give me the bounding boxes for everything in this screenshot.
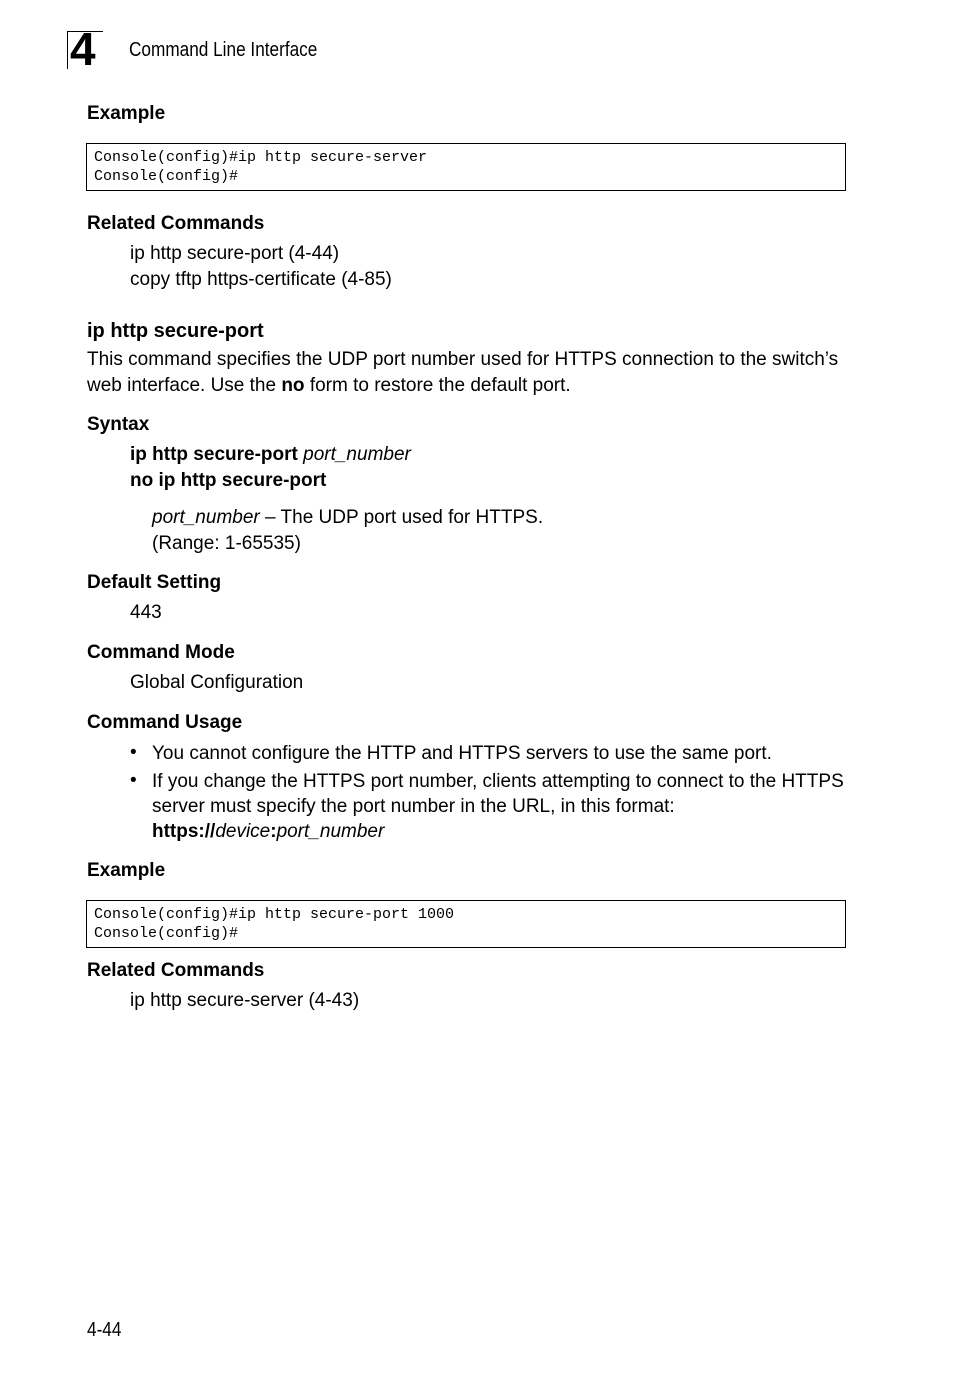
- code-line: Console(config)#ip http secure-server: [94, 149, 428, 166]
- related-command-link[interactable]: ip http secure-port (4-44): [130, 243, 340, 264]
- url-port: port_number: [276, 821, 385, 842]
- command-description: [87, 347, 867, 399]
- related-command-link[interactable]: ip http secure-server (4-43): [130, 990, 360, 1011]
- code-line: Console(config)#: [94, 925, 239, 942]
- code-line: Console(config)#ip http secure-port 1000: [94, 906, 455, 923]
- syntax-param: port_number: [303, 444, 411, 465]
- example-code-block-1: [86, 143, 846, 191]
- chapter-number: 4: [70, 23, 95, 75]
- syntax-line-1: [130, 442, 411, 468]
- url-scheme: https://: [152, 821, 216, 842]
- desc-bold-no: no: [281, 375, 305, 396]
- syntax-command: ip http secure-port: [130, 444, 304, 465]
- command-usage-heading: Command Usage: [87, 712, 243, 733]
- command-mode-heading: Command Mode: [87, 642, 235, 663]
- example-code-block-2: [86, 900, 846, 948]
- param-name: port_number: [152, 507, 260, 528]
- usage-item-1: You cannot configure the HTTP and HTTPS servers to use the same port.: [152, 743, 772, 764]
- param-text: – The UDP port used for HTTPS.: [259, 507, 544, 528]
- syntax-line-2: [130, 468, 326, 494]
- command-title: ip http secure-port: [87, 320, 264, 342]
- syntax-heading: Syntax: [87, 414, 150, 435]
- chapter-number-box: [67, 23, 103, 75]
- page-number: 4-44: [87, 1319, 122, 1341]
- related-command-link[interactable]: copy tftp https-certificate (4-85): [130, 269, 392, 290]
- param-range: (Range: 1-65535): [152, 533, 301, 554]
- related-commands-heading-1: Related Commands: [87, 213, 265, 234]
- default-setting-value: 443: [130, 602, 162, 623]
- command-mode-value: Global Configuration: [130, 672, 304, 693]
- default-setting-heading: Default Setting: [87, 572, 222, 593]
- bullet-icon: •: [130, 770, 137, 791]
- param-description: [152, 505, 543, 531]
- code-line: Console(config)#: [94, 168, 239, 185]
- related-commands-heading-2: Related Commands: [87, 960, 265, 981]
- url-device: device: [215, 821, 271, 842]
- usage-item-2-text: If you change the HTTPS port number, clients attempting to connect to the HTTPS server must specify the port number in the URL, in this format:: [152, 771, 844, 817]
- desc-text: This command specifies the UDP port number used for HTTPS connection to the switch’s web interface. Use the: [87, 349, 839, 396]
- bullet-icon: •: [130, 742, 137, 763]
- example-heading-2: Example: [87, 860, 166, 881]
- desc-text: form to restore the default port.: [304, 375, 571, 396]
- running-title: Command Line Interface: [129, 39, 318, 61]
- syntax-no-command: no ip http secure-port: [130, 470, 327, 491]
- url-colon: :: [270, 821, 277, 842]
- example-heading-1: Example: [87, 103, 166, 124]
- usage-item-2: [152, 769, 852, 844]
